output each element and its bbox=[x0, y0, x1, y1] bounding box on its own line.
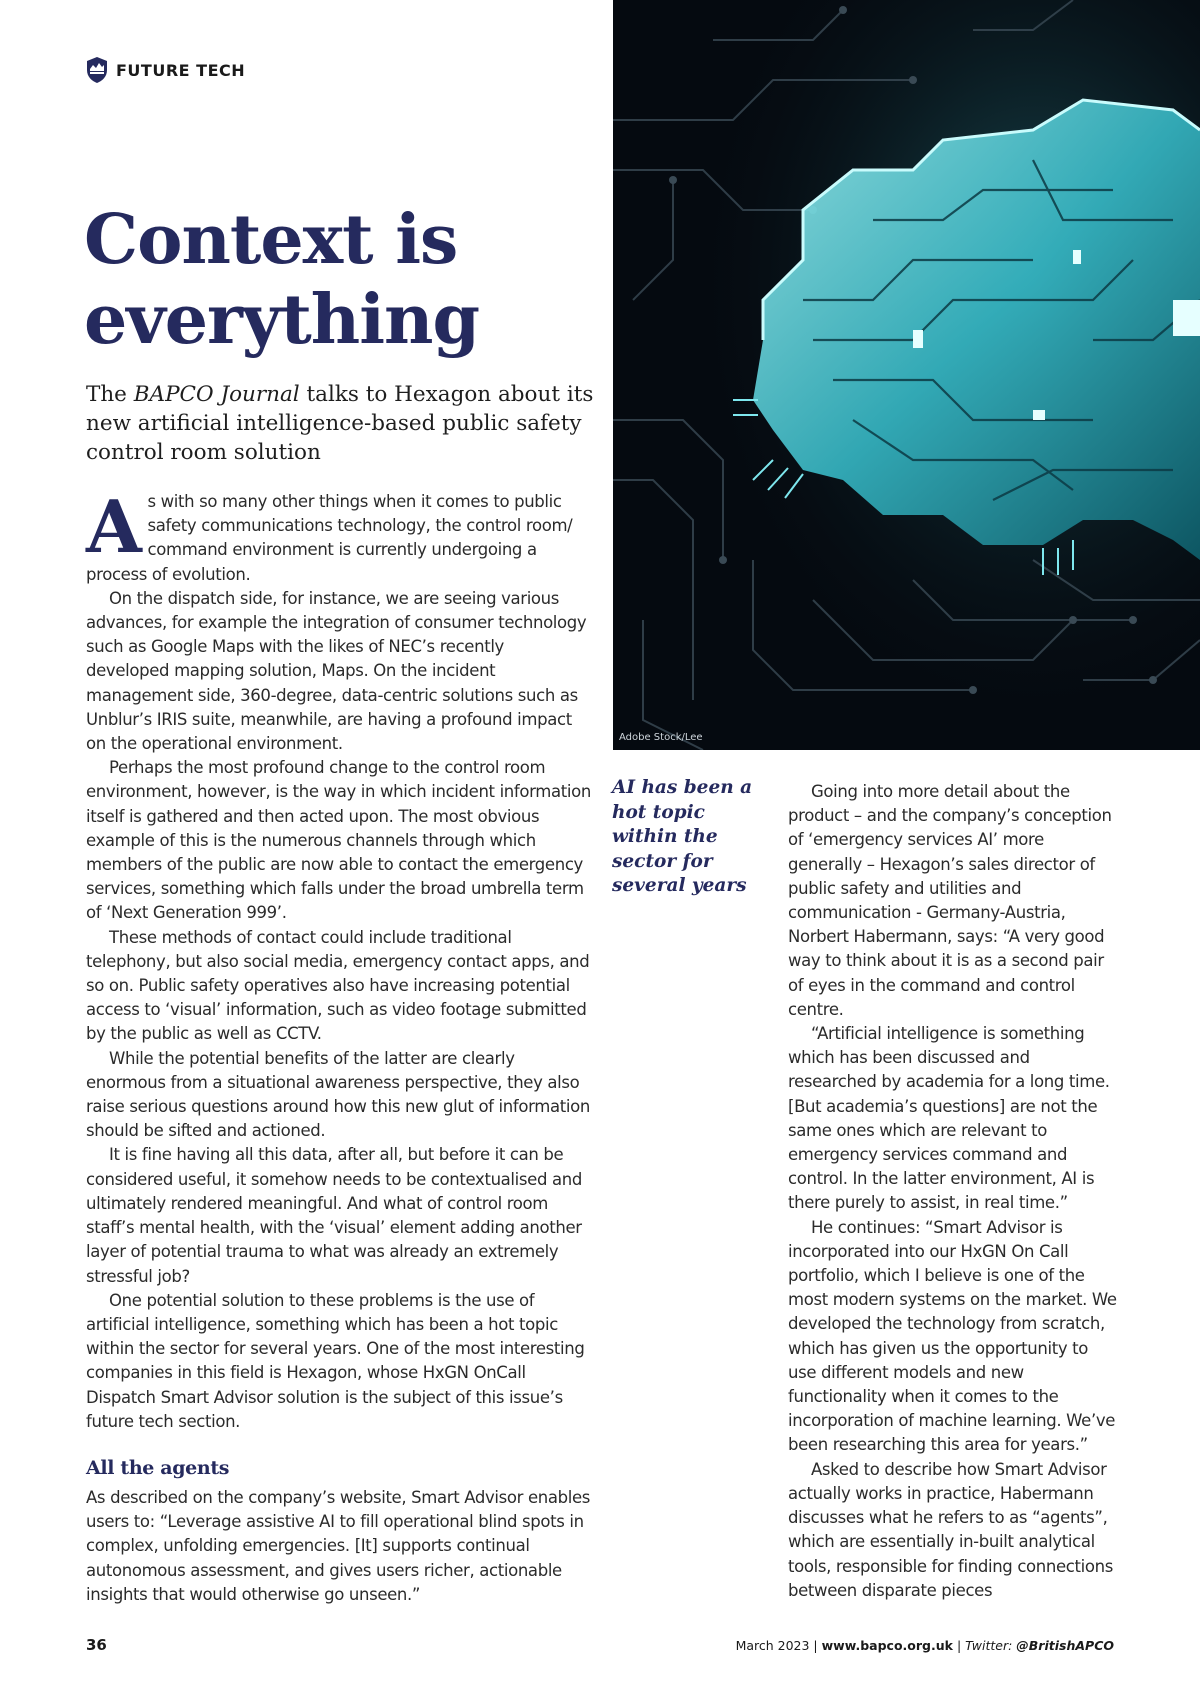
standfirst-publication: BAPCO Journal bbox=[133, 382, 300, 407]
image-credit: Adobe Stock/Lee bbox=[619, 732, 703, 743]
body-column-2 bbox=[788, 780, 1118, 1603]
title-line-2: everything bbox=[84, 280, 480, 360]
page-number: 36 bbox=[86, 1636, 107, 1654]
footer-info bbox=[736, 1638, 1114, 1653]
body-paragraph: While the potential benefits of the latter are clearly enormous from a situational awareness perspective, they also raise serious questions around how this new glut of information should be sifted and actioned. bbox=[86, 1048, 590, 1141]
footer-separator: | bbox=[809, 1638, 822, 1653]
shield-icon bbox=[86, 56, 108, 84]
subheading: All the agents bbox=[86, 1456, 230, 1479]
body-paragraph bbox=[86, 484, 592, 587]
body-paragraph: As described on the company’s website, Smart Advisor enables users to: “Leverage assistive AI to fill operational blind spots in complex, unfolding emergencies. [It] supports continual autonomous assessment, and gives users richer, actionable insights that would otherwise go unseen.” bbox=[86, 1487, 591, 1604]
body-paragraph: Going into more detail about the product – and the company’s conception of ‘emergency services AI’ more generally – Hexagon’s sales director of public safety and utilities and communication - Germany-Austria, Norbert Habermann, says: “A very good way to think about it is as a second pair of eyes in the command and control centre. bbox=[788, 782, 1112, 1019]
body-column-1 bbox=[86, 484, 592, 1607]
footer-separator: | bbox=[952, 1638, 966, 1653]
article-title bbox=[84, 200, 604, 360]
body-paragraph: These methods of contact could include traditional telephony, but also social media, emergency contact apps, and so on. Public safety operatives also have increasing potential access to ‘visual’ information, such as video footage submitted by the public as well as CCTV. bbox=[86, 927, 590, 1044]
footer-date: March 2023 bbox=[735, 1638, 810, 1653]
body-paragraph: Asked to describe how Smart Advisor actually works in practice, Habermann discusses what he refers to as “agents”, which are essentially in-built analytical tools, responsible for finding connections between disparate pieces bbox=[788, 1459, 1113, 1600]
standfirst-post: talks to Hexagon about its new artificial intelligence-based public safety control room solution bbox=[86, 382, 594, 465]
standfirst bbox=[86, 380, 606, 467]
body-paragraph: He continues: “Smart Advisor is incorporated into our HxGN On Call portfolio, which I believe is one of the most modern systems on the market. We developed the technology from scratch, which has given us the opportunity to use different models and new functionality when it comes to the incorporation of machine learning. We’ve been researching this area for years.” bbox=[788, 1217, 1117, 1455]
pull-quote: AI has been a hot topic within the sector for several years bbox=[612, 777, 753, 896]
title-line-1: Context is bbox=[84, 200, 458, 280]
body-paragraph: Perhaps the most profound change to the control room environment, however, is the way in which incident information itself is gathered and then acted upon. The most obvious example of this is the numerous channels through which members of the public are now able to contact the emergency services, something which falls under the broad umbrella term of ‘Next Generation 999’. bbox=[86, 758, 591, 923]
drop-cap: A bbox=[86, 484, 142, 569]
paragraph-text: s with so many other things when it comes to public safety communications technology, the control room/ command environment is currently undergoing a process of evolution. bbox=[86, 492, 573, 584]
section-label: FUTURE TECH bbox=[116, 60, 246, 80]
twitter-handle-link[interactable]: @BritishAPCO bbox=[1016, 1638, 1114, 1653]
body-paragraph: One potential solution to these problems is the use of artificial intelligence, something which has been a hot topic within the sector for several years. One of the most interesting companies in this field is Hexagon, whose HxGN OnCall Dispatch Smart Advisor solution is the subject of this issue’s future tech section. bbox=[86, 1290, 585, 1431]
website-link[interactable]: www.bapco.org.uk bbox=[821, 1638, 953, 1653]
circuit-brain-illustration bbox=[613, 0, 1200, 750]
hero-image bbox=[613, 0, 1200, 750]
section-tag bbox=[86, 56, 245, 84]
twitter-label: Twitter: bbox=[965, 1638, 1017, 1653]
body-paragraph: It is fine having all this data, after all, but before it can be considered useful, it somehow needs to be contextualised and ultimately rendered meaningful. And what of control room staff’s mental health, with the ‘visual’ element adding another layer of potential trauma to what was already an extremely stressful job? bbox=[86, 1145, 582, 1286]
standfirst-pre: The bbox=[86, 382, 134, 407]
body-paragraph: On the dispatch side, for instance, we are seeing various advances, for example the integration of consumer technology such as Google Maps with the likes of NEC’s recently developed mapping solution, Maps. On the incident management side, 360-degree, data-centric solutions such as Unblur’s IRIS suite, meanwhile, are having a profound impact on the operational environment. bbox=[86, 588, 587, 754]
body-paragraph: “Artificial intelligence is something which has been discussed and researched by academia for a long time. [But academia’s questions] are not the same ones which are relevant to emergency services command and control. In the latter environment, AI is there purely to assist, in real time.” bbox=[788, 1024, 1110, 1213]
